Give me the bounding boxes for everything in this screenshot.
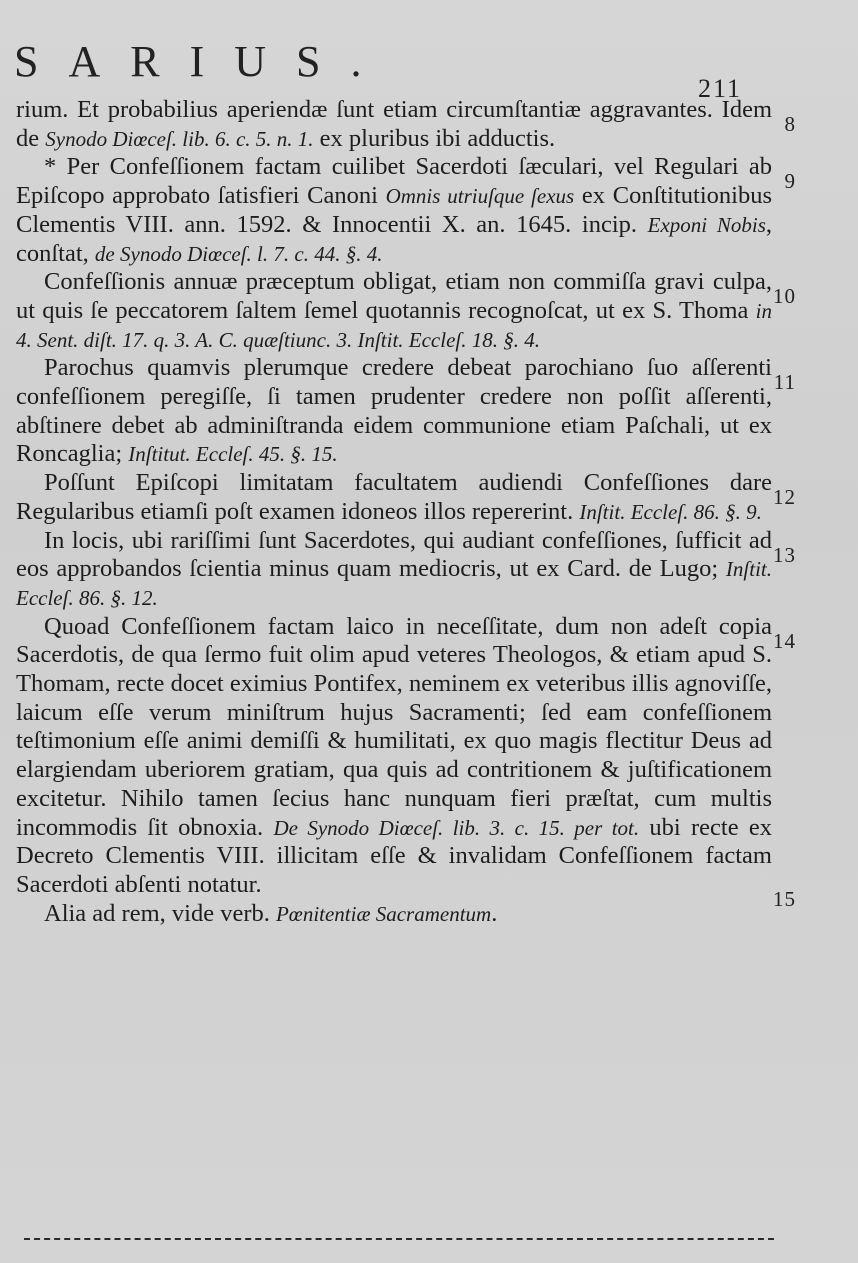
paragraph-text: rium. Et probabilius aperiendæ ſunt etiam circumſtantiæ aggravantes. Idem de [16,96,772,152]
paragraph-text: Alia ad rem, vide verb. [44,899,276,927]
citation-text: Inſtit. Eccleſ. 86. §. 9. [579,499,762,524]
paragraph-text: Poſſunt Epiſcopi limitatam facultatem audiendi Confeſſiones dare Regularibus etiamſi poſt examen idoneos illos repererint. [16,469,772,525]
page-header [14,36,848,103]
margin-number: 15 [773,886,796,911]
paragraph-p14 [16,612,796,911]
citation-text: De Synodo Diœceſ. lib. 3. c. 15. per tot. [273,815,640,840]
paragraph-text: Confeſſionis annuæ præceptum obligat, etiam non commiſſa gravi culpa, ut quis ſe peccatorem ſaltem ſemel quotannis recognoſcat, ut ex S. Thoma [16,268,772,324]
margin-number: 14 [773,628,796,653]
paragraph-p13 [16,526,796,613]
paragraph-text: ex Conſtitutionibus Clementis VIII. ann. 1592. & Innocentii X. an. 1645. incip. [16,182,772,238]
citation-text: de Synodo Diœceſ. l. 7. c. 44. §. 4. [94,241,383,266]
paragraph-p9 [16,153,796,268]
citation-text: Synodo Diœceſ. lib. 6. c. 5. n. 1. [45,126,314,151]
paragraph-text: * Per Confeſſionem factam cuilibet Sacerdoti ſæculari, vel Regulari ab Epiſcopo approbato ſatisfieri Canoni [16,153,772,210]
margin-number: 11 [773,370,796,395]
paragraph-p11 [16,354,796,469]
margin-number: 10 [773,284,796,309]
paragraph-p12 [16,469,796,526]
running-head: SARIUS. [14,37,392,86]
citation-text: Inſtit. Eccleſ. 86. §. 12. [16,557,772,610]
margin-number: 12 [773,485,796,510]
paragraph-text: , conſtat, [16,210,772,267]
body-text [16,96,796,928]
page-number: 211 [697,74,742,103]
citation-text: Pœnitentiæ Sacramentum [275,901,492,926]
paragraph-p16 [16,900,772,929]
paragraph-text: ex pluribus ibi adductis. [313,124,556,152]
paragraph-text: Quoad Confeſſionem factam laico in neceſſitate, dum non adeſt copia Sacerdotis, de qua ſermo fuit olim apud veteres Theologos, & etiam apud S. Thomam, recte docet eximius Pontifex, neminem ex veteribus illis agnoviſſe, laicum eſſe verum miniſtrum hujus Sacramenti; ſed eam confeſſionem teſtimonium eſſe animi demiſſi & humilitati, ex quo magis flectitur Deus ad elargiendam uberiorem gratiam, qua quis ad contritionem & juſtificationem excitetur. Nihilo tamen ſecius hanc nunquam fieri præſtat, cum multis incommodis ſit obnoxia. [16,612,772,841]
citation-text: Exponi Nobis [647,212,766,237]
paragraph-text: ubi recte ex Decreto Clementis VIII. illicitam eſſe & invalidam Confeſſionem factam Sacerdoti abſenti notatur. [16,813,772,898]
paragraph-text: In locis, ubi rariſſimi ſunt Sacerdotes, qui audiant confeſſiones, ſufficit ad eos approbandos ſcientia minus quam mediocris, ut ex Card. de Lugo; [16,526,772,583]
paragraph-text: . [491,899,498,927]
footer-rule [24,1238,774,1240]
margin-number: 13 [773,542,796,567]
paragraph-text: Parochus quamvis plerumque credere debeat parochiano ſuo aſſerenti confeſſionem peregiſſe, ſi tamen prudenter credere non poſſit aſſerenti, abſtinere debet ab adminiſtranda eidem communione etiam Paſchali, ut ex Roncaglia; [16,354,772,468]
citation-text: Omnis utriuſque ſexus [385,184,575,209]
citation-text: in 4. Sent. diſt. 17. q. 3. A. C. quæſtiunc. 3. Inſtit. Eccleſ. 18. §. 4. [16,298,772,352]
citation-text: Inſtitut. Eccleſ. 45. §. 15. [128,442,338,467]
paragraph-p10 [16,268,796,354]
paragraph-p8 [16,96,796,153]
margin-number: 9 [784,169,796,194]
margin-number: 8 [784,112,796,136]
